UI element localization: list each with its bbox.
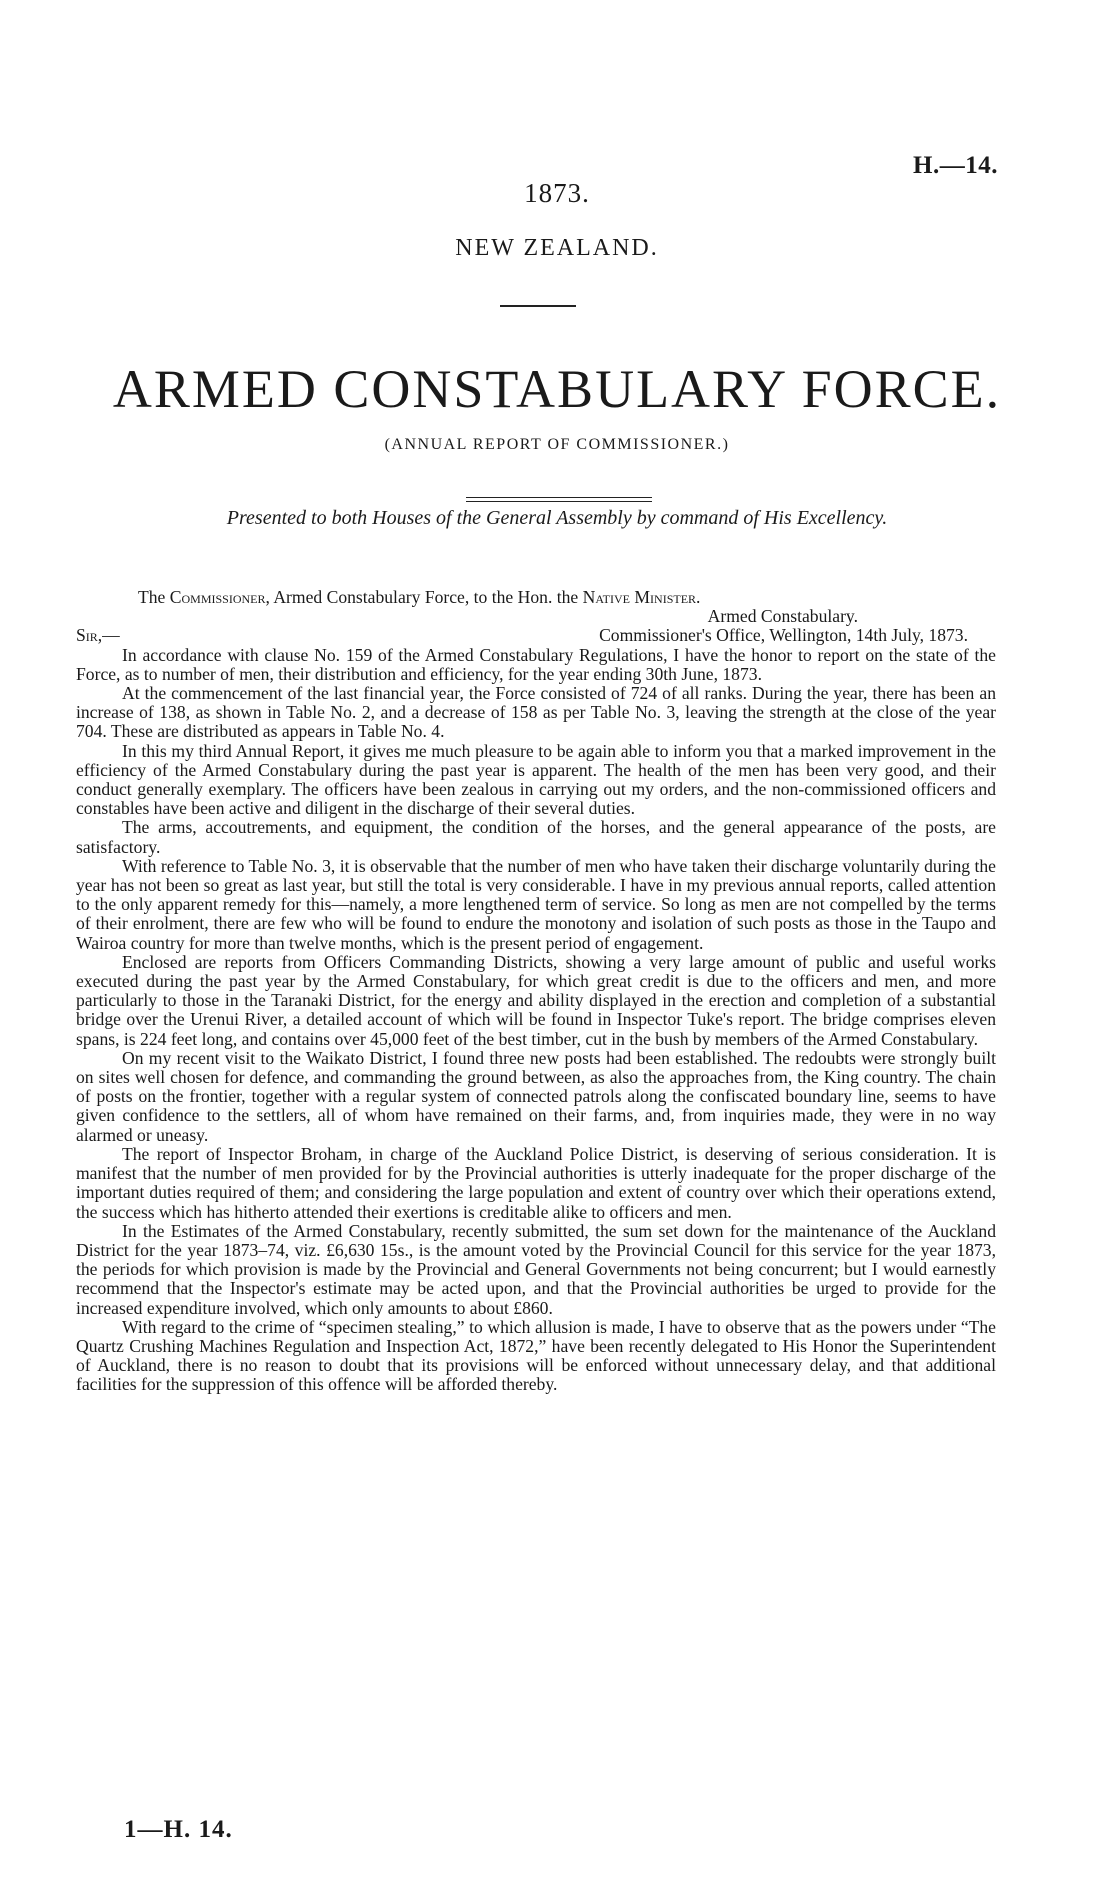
salutation: Sir,—	[76, 625, 120, 646]
page-title: ARMED CONSTABULARY FORCE.	[112, 359, 1002, 419]
paragraph: In this my third Annual Report, it gives me much pleasure to be again able to inform you that a marked improvement in the efficiency of the Armed Constabulary during the past year is apparent. The health of the men has been very good, and their conduct generally exemplary. The officers have been zealous in carrying out my orders, and the non-commissioned officers and constables have been active and diligent in the discharge of their several duties.	[76, 740, 996, 819]
parliamentary-paper-code: H.—14.	[913, 152, 998, 179]
letter-address-line	[76, 588, 996, 607]
divider-rule	[500, 305, 576, 307]
address-end: .	[696, 587, 701, 607]
page-subtitle: (ANNUAL REPORT OF COMMISSIONER.)	[384, 436, 730, 453]
paragraph: With regard to the crime of “specimen stealing,” to which allusion is made, I have to observe that as the powers under “The Quartz Crushing Machines Regulation and Inspection Act, 1872,” have been recently delegated to His Honor the Superintendent of Auckland, there is no reason to doubt that its provisions will be enforced without unnecessary delay, and that additional facilities for the suppression of this offence will be afforded thereby.	[76, 1316, 996, 1395]
letter-body	[76, 588, 996, 1395]
paragraph: The arms, accoutrements, and equipment, the condition of the horses, and the general appearance of the posts, are satisfactory.	[76, 817, 996, 857]
address-to: Native Minister	[582, 587, 697, 607]
address-prefix: The	[138, 587, 166, 607]
sender-org: Armed Constabulary.	[707, 606, 858, 627]
sender-place-date: Commissioner's Office, Wellington, 14th July, 1873.	[599, 625, 968, 646]
page-signature-code: 1—H. 14.	[124, 1816, 233, 1843]
presentation-note: Presented to both Houses of the General Assembly by command of His Excellency.	[226, 507, 888, 529]
salutation-row	[76, 626, 996, 645]
document-year: 1873.	[524, 178, 590, 208]
paragraph: In the Estimates of the Armed Constabulary, recently submitted, the sum set down for the maintenance of the Auckland District for the year 1873–74, viz. £6,630 15s., is the amount voted by the Provincial Council for this service for the year 1873, the periods for which provision is made by the Provincial and General Governments not being concurrent; but I would earnestly recommend that the Inspector's estimate may be acted upon, and that the Provincial authorities be urged to provide for the increased expenditure involved, which only amounts to about £860.	[76, 1220, 996, 1318]
paragraph: In accordance with clause No. 159 of the Armed Constabulary Regulations, I have the honor to report on the state of the Force, as to number of men, their distribution and efficiency, for the year ending 30th June, 1873.	[76, 644, 996, 684]
sender-org-row	[76, 607, 996, 626]
address-middle: , Armed Constabulary Force, to the Hon. the	[265, 587, 579, 607]
double-divider-rule	[466, 497, 652, 502]
country-heading: NEW ZEALAND.	[455, 235, 659, 261]
paragraph: Enclosed are reports from Officers Commanding Districts, showing a very large amount of public and useful works executed during the past year by the Armed Constabulary, for which great credit is due to the officers and men, and more particularly to those in the Taranaki District, for the energy and ability displayed in the erection and completion of a substantial bridge over the Urenui River, a detailed account of which will be found in Inspector Tuke's report. The bridge comprises eleven spans, is 224 feet long, and contains over 45,000 feet of the best timber, cut in the bush by members of the Armed Constabulary.	[76, 951, 996, 1049]
paragraph: On my recent visit to the Waikato District, I found three new posts had been established. The redoubts were strongly built on sites well chosen for defence, and commanding the ground between, as also the approaches from, the King country. The chain of posts on the frontier, together with a regular system of connected patrols along the confiscated boundary line, seems to have given confidence to the settlers, all of whom have remained on their farms, and, from inquiries made, they were in no way alarmed or uneasy.	[76, 1047, 996, 1145]
paragraph: The report of Inspector Broham, in charge of the Auckland Police District, is deserving of serious consideration. It is manifest that the number of men provided for by the Provincial authorities is utterly inadequate for the proper discharge of the important duties required of them; and considering the large population and extent of country over which their operations extend, the success which has hitherto attended their exertions is creditable alike to officers and men.	[76, 1143, 996, 1222]
paragraph: At the commencement of the last financial year, the Force consisted of 724 of all ranks. During the year, there has been an increase of 138, as shown in Table No. 2, and a decrease of 158 as per Table No. 3, leaving the strength at the close of the year 704. These are distributed as appears in Table No. 4.	[76, 683, 996, 742]
address-from: Commissioner	[169, 587, 266, 607]
paragraph: With reference to Table No. 3, it is observable that the number of men who have taken their discharge voluntarily during the year has not been so great as last year, but still the total is very considerable. I have in my previous annual reports, called attention to the only apparent remedy for this—namely, a more lengthened term of service. So long as men are not compelled by the terms of their enrolment, there are few who will be found to endure the monotony and isolation of such posts as those in the Taupo and Wairoa country for more than twelve months, which is the present period of engagement.	[76, 855, 996, 953]
